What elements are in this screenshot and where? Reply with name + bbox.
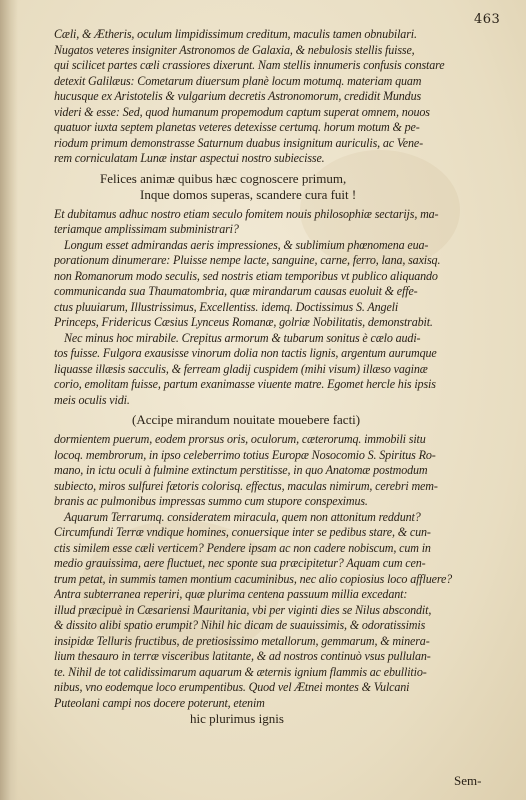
text-line: dormientem puerum, eodem prorsus oris, oculorum, cæterorumq. immobili situ — [54, 432, 426, 446]
verse-block-1 — [54, 171, 504, 203]
verse-line-ignis: hic plurimus ignis — [190, 711, 284, 726]
text-line: tos fuisse. Fulgora exausisse vinorum dolia non tactis lignis, argentum aurumque — [54, 346, 437, 360]
text-line: qui scilicet partes cæli crassiores dixerunt. Nam stellis innumeris confusis constare — [54, 58, 445, 72]
text-line: Nec minus hoc mirabile. Crepitus armorum & tubarum sonitus è cælo audi- — [64, 330, 421, 345]
text-line: Et dubitamus adhuc nostro etiam seculo fomitem nouis philosophiæ sectarijs, ma- — [54, 206, 439, 221]
text-line: subiecto, miros sulfurei fætoris colorisq. effectus, maculas nimirum, cerebri mem- — [54, 478, 438, 493]
text-line: locoq. membrorum, in ipso celeberrimo totius Europæ Nosocomio S. Spiritus Ro- — [54, 447, 436, 462]
text-line: lium thesauro in terræ visceribus latitante, & ad nostros continuò vsus pullulan- — [54, 649, 431, 663]
text-line: ctis similem esse cæli verticem? Pendere ipsam ac non cadere nobiscum, cum in — [54, 540, 431, 555]
verse-line: Inque domos superas, scandere cura fuit ! — [140, 186, 357, 202]
text-line: hucusque ex Aristotelis & vulgarium decretis Astronomorum, credidit Mundus — [54, 89, 422, 103]
text-line: detexit Galilæus: Cometarum diuersum planè locum motumq. materiam quam — [54, 73, 422, 88]
text-line: riodum primum demonstrasse Saturnum duabus insignitum auriculis, ac Vene- — [54, 135, 423, 150]
text-line: mano, in ictu oculi à fulmine extinctum perstitisse, in quo Anatomæ postmodum — [54, 463, 428, 477]
verse-line-parenthetical: (Accipe mirandum nouitate mouebere facti) — [132, 412, 361, 427]
catchword: Sem- — [454, 773, 482, 788]
text-line: Princeps, Fridericus Cæsius Lynceus Romanæ, golriæ Nobilitatis, demonstrabit. — [54, 315, 433, 329]
text-line: quatuor iuxta septem planetas veteres detexisse certumq. horum motum & pe- — [54, 120, 420, 134]
text-line: ctus pluuiarum, Illustrissimus, Excellentiss. idemq. Doctissimus S. Angeli — [54, 299, 399, 314]
text-line: insipidæ Telluris fructibus, de pretiosissimo metallorum, gemmarum, & minera- — [54, 633, 430, 648]
text-line: Aquarum Terrarumq. consideratem miracula, quem non attonitum reddunt? — [64, 509, 421, 524]
page-number: 463 — [474, 12, 501, 27]
paragraph-block-2 — [54, 207, 504, 409]
text-line: illud præcipuè in Cæsariensi Mauritania, vbi per viginti dies se Nilus abscondit, — [54, 602, 432, 617]
paragraph-block-3 — [54, 432, 504, 711]
text-line: communicanda sua Thaumatombria, quæ mirandarum causas euoluit & effe- — [54, 284, 418, 298]
text-line: rem corniculatam Lunæ instar aspectui nostro subiecisse. — [54, 151, 325, 165]
text-line: videri & esse: Sed, quod humanum propemodum captum superat omnem, nouos — [54, 104, 430, 119]
text-line: trum petat, in summis tamen montium cacuminibus, nec alio copiosius loco affluere? — [54, 571, 453, 586]
text-line: teriamque amplissimam subministrari? — [54, 222, 239, 236]
text-line: nibus, vno eodemque loco erumpentibus. Quod vel Ætnei montes & Vulcani — [54, 680, 410, 694]
text-line: & dissito alibi spatio erumpit? Nihil hic dicam de suauissimis, & odoratissimis — [54, 618, 426, 632]
text-line: non Romanorum modo seculis, sed nostris etiam temporibus vt publico aliquando — [54, 268, 438, 283]
text-line: corio, emolitam fuisse, partum exanimasse viuente matre. Egomet hercle his ipsis — [54, 377, 436, 391]
text-line: porationum dinumerare: Pluisse nempe lacte, sanguine, carne, ferro, lana, saxisq. — [54, 253, 441, 267]
text-line: Cæli, & Ætheris, oculum limpidissimum creditum, maculis tamen obnubilari. — [54, 27, 417, 41]
text-line: liquasse illæsis sacculis, & ferream gladij cuspidem (mihi visum) illæso vaginæ — [54, 361, 428, 376]
text-line: Circumfundi Terræ vndique homines, conuersique inter se pedibus stare, & cun- — [54, 525, 431, 539]
text-line: Longum esset admirandas aeris impressiones, & sublimium phœnomena eua- — [64, 237, 429, 252]
text-line: medio grauissima, aere fluctuet, nec sponte sua præcipitetur? Aquam cum cen- — [54, 556, 426, 570]
verse-line: Felices animæ quibus hæc cognoscere primum, — [100, 170, 347, 186]
text-line: meis oculis vidi. — [54, 392, 130, 407]
text-line: branis ac pulmonibus impressas summo cum stupore conspeximus. — [54, 494, 368, 508]
text-line: Nugatos veteres insigniter Astronomos de Galaxia, & nebulosis stellis fuisse, — [54, 42, 415, 57]
paragraph-block-1 — [54, 27, 504, 167]
text-line: Puteolani campi nos docere poterunt, etenim — [54, 695, 265, 710]
text-body — [54, 27, 504, 727]
text-line: Antra subterranea reperiri, quæ plurima centena passuum millia excedant: — [54, 587, 408, 601]
text-line: te. Nihil de tot calidissimarum aquarum & æternis ignium flammis ac ebullitio- — [54, 664, 427, 679]
